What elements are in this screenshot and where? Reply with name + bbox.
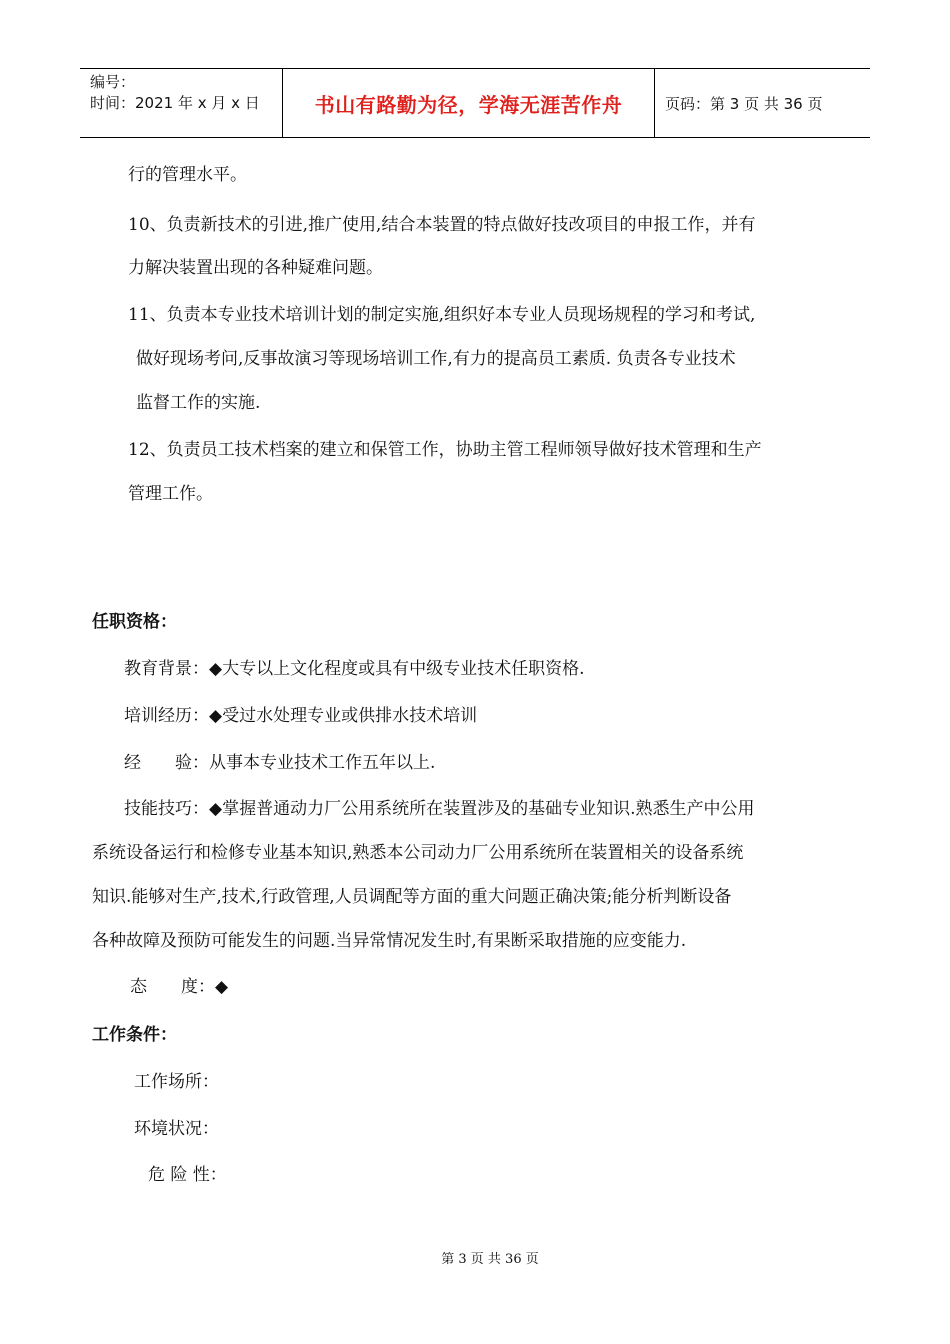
doc-number-label: 编号： [90, 73, 136, 91]
item-10-line-2: 力解决装置出现的各种疑难问题。 [128, 258, 383, 278]
skills-line-2: 系统设备运行和检修专业基本知识,熟悉本公司动力厂公用系统所在装置相关的设备系统 [92, 843, 744, 863]
item-11-line-3: 监督工作的实施. [136, 393, 261, 413]
environment-label: 环境状况： [134, 1119, 219, 1139]
qualifications-heading: 任职资格： [92, 612, 177, 632]
item-11-line-2: 做好现场考问,反事故演习等现场培训工作,有力的提高员工素质. 负责各专业技术 [136, 349, 736, 369]
work-experience: 经 验：从事本专业技术工作五年以上. [124, 753, 436, 773]
education-background: 教育背景：◆大专以上文化程度或具有中级专业技术任职资格. [124, 659, 585, 679]
conditions-heading: 工作条件： [92, 1025, 177, 1045]
header-page-number: 页码：第 3 页 共 36 页 [665, 94, 823, 113]
header-page-info [655, 69, 870, 137]
item-12-line-2: 管理工作。 [128, 484, 213, 504]
doc-date-label: 时间：2021 年 x 月 x 日 [90, 94, 260, 112]
item-12-line-1: 12、负责员工技术档案的建立和保管工作，协助主管工程师领导做好技术管理和生产 [128, 440, 762, 460]
page-footer: 第 3 页 共 36 页 [441, 1252, 539, 1267]
training-experience: 培训经历：◆受过水处理专业或供排水技术培训 [124, 706, 478, 726]
header-motto: 书山有路勤为径，学海无涯苦作舟 [314, 92, 623, 117]
page-header [80, 68, 870, 138]
skills-line-3: 知识.能够对生产,技术,行政管理,人员调配等方面的重大问题正确决策;能分析判断设备 [92, 887, 732, 907]
item-10-line-1: 10、负责新技术的引进,推广使用,结合本装置的特点做好技改项目的申报工作，并有 [128, 215, 756, 235]
header-meta [80, 69, 282, 137]
danger-label: 危 险 性： [148, 1165, 227, 1185]
paragraph-continuation: 行的管理水平。 [128, 165, 247, 185]
workplace-label: 工作场所： [134, 1072, 219, 1092]
item-11-line-1: 11、负责本专业技术培训计划的制定实施,组织好本专业人员现场规程的学习和考试, [128, 305, 756, 325]
attitude: 态 度：◆ [130, 977, 229, 997]
header-motto-cell [282, 69, 655, 137]
skills-line-1: 技能技巧：◆掌握普通动力厂公用系统所在装置涉及的基础专业知识.熟悉生产中公用 [124, 799, 755, 819]
skills-line-4: 各种故障及预防可能发生的问题.当异常情况发生时,有果断采取措施的应变能力. [92, 931, 687, 951]
